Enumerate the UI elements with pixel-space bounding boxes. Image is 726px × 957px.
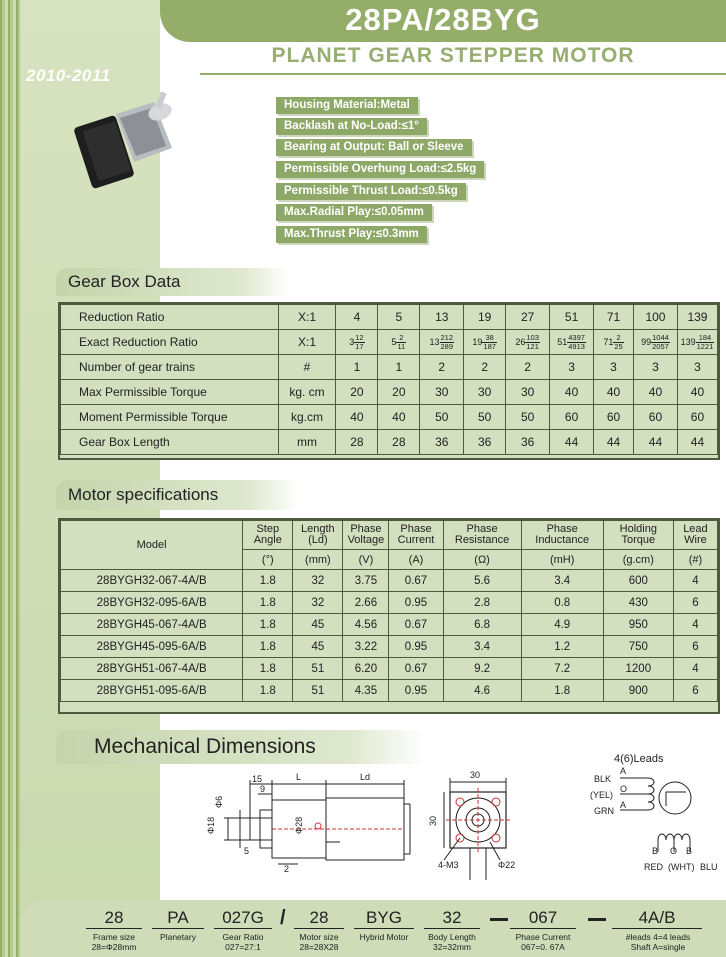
gearbox-cell: 40 [594, 380, 634, 405]
gearbox-cell: 44 [550, 430, 594, 455]
motor-column-unit: (#) [673, 550, 717, 570]
feature-overhung-load: Permissible Overhung Load:≤2.5kg [276, 161, 484, 178]
motor-cell: 4.6 [443, 680, 521, 702]
desc-planetary: Planetary [160, 932, 196, 942]
gearbox-cell: 36 [506, 430, 550, 455]
mechanical-drawing [200, 753, 720, 896]
fraction-denominator: 4913 [568, 341, 585, 351]
gearbox-cell: 30 [420, 380, 464, 405]
motor-cell: 32 [293, 592, 343, 614]
gearbox-cell: 2 [420, 355, 464, 380]
motor-table-frame [58, 518, 720, 714]
exact-ratio-fraction [696, 334, 715, 351]
code-planetary: PA [152, 908, 204, 929]
motor-model: 28BYGH51-067-4A/B [61, 658, 243, 680]
gearbox-cell: 3 [677, 355, 717, 380]
gearbox-cell: 5 [378, 305, 420, 330]
fraction-numerator: 103 [526, 332, 539, 342]
gearbox-cell: 51 [550, 305, 594, 330]
desc-motor-size: Motor size 28=28X28 [299, 932, 339, 952]
gearbox-row-label: Reduction Ratio [61, 305, 279, 330]
fraction-numerator: 2 [613, 334, 623, 343]
motor-cell: 4 [673, 614, 717, 636]
gearbox-row-unit: X:1 [278, 330, 336, 355]
exact-ratio-whole: 3 [349, 336, 355, 347]
model-header: Model [61, 521, 243, 570]
motor-product-image [76, 86, 186, 198]
wire-b: B [652, 846, 659, 856]
wire-bbar: B [686, 846, 693, 856]
motor-spec-table [60, 520, 718, 702]
motor-column-unit: (V) [343, 550, 389, 570]
motor-column-header: Phase Current [389, 521, 443, 550]
dim-phi28: Φ28 [294, 816, 304, 834]
desc-gear-ratio: Gear Ratio 027=27:1 [222, 932, 264, 952]
fraction-numerator: 2 [396, 334, 406, 343]
code-body-length: 32 [424, 908, 480, 929]
motor-model: 28BYGH32-067-4A/B [61, 570, 243, 592]
gearbox-cell: 44 [594, 430, 634, 455]
motor-cell: 0.95 [389, 592, 443, 614]
motor-row [61, 570, 718, 592]
dim-phi22: Φ22 [498, 860, 516, 870]
exact-ratio-fraction [482, 334, 497, 351]
gearbox-cell: 1 [378, 355, 420, 380]
wire-red: RED [644, 862, 664, 872]
desc-body-length: Body Length 32=32mm [428, 932, 476, 952]
gearbox-cell: 3 [594, 355, 634, 380]
gearbox-row-label: Number of gear trains [61, 355, 279, 380]
dim-phi18: Φ18 [206, 816, 216, 834]
year-label: 2010-2011 [26, 66, 111, 85]
gearbox-cell: 60 [594, 405, 634, 430]
code-motor-size: 28 [294, 908, 344, 929]
gearbox-cell: 40 [550, 380, 594, 405]
dim-15: 15 [252, 774, 263, 784]
fraction-denominator: 25 [614, 341, 623, 351]
gearbox-cell [378, 330, 420, 355]
motor-cell: 3.4 [443, 636, 521, 658]
motor-cell: 1.2 [521, 636, 603, 658]
gearbox-row [61, 380, 718, 405]
code-phase-current: 067 [510, 908, 576, 929]
gearbox-table-frame [58, 302, 720, 460]
gearbox-cell [594, 330, 634, 355]
gearbox-cell [633, 330, 677, 355]
motor-cell: 900 [603, 680, 673, 702]
motor-cell: 4 [673, 658, 717, 680]
exact-ratio-whole: 5 [391, 336, 397, 347]
motor-cell: 1.8 [243, 680, 293, 702]
motor-cell: 45 [293, 614, 343, 636]
motor-cell: 0.67 [389, 570, 443, 592]
motor-cell: 4 [673, 570, 717, 592]
gearbox-cell: 20 [336, 380, 378, 405]
gearbox-cell: 28 [378, 430, 420, 455]
exact-ratio-fraction [567, 334, 586, 351]
motor-column-header: Step Angle [243, 521, 293, 550]
motor-column-unit: (°) [243, 550, 293, 570]
feature-backlash: Backlash at No-Load:≤1° [276, 118, 427, 135]
motor-cell: 950 [603, 614, 673, 636]
gearbox-row-unit: kg. cm [278, 380, 336, 405]
exact-ratio-whole: 139 [680, 336, 696, 347]
fraction-denominator: 121 [526, 341, 539, 351]
motor-cell: 1.8 [243, 570, 293, 592]
motor-column-unit: (A) [389, 550, 443, 570]
motor-model: 28BYGH45-095-6A/B [61, 636, 243, 658]
gearbox-cell: 30 [464, 380, 506, 405]
motor-cell: 430 [603, 592, 673, 614]
exact-ratio-fraction [613, 334, 623, 351]
gearbox-cell: 19 [464, 305, 506, 330]
gearbox-cell [550, 330, 594, 355]
motor-cell: 1.8 [243, 658, 293, 680]
motor-cell: 2.8 [443, 592, 521, 614]
dim-30-top: 30 [470, 770, 481, 780]
gearbox-cell: 3 [633, 355, 677, 380]
gearbox-cell: 20 [378, 380, 420, 405]
fraction-denominator: 11 [397, 341, 406, 351]
wire-ob: O [670, 846, 678, 856]
motor-cell: 1200 [603, 658, 673, 680]
exact-ratio-whole: 99 [641, 336, 652, 347]
motor-cell: 51 [293, 680, 343, 702]
wire-grn: GRN [594, 806, 614, 816]
motor-cell: 6.8 [443, 614, 521, 636]
section-title-motor: Motor specifications [56, 480, 298, 510]
motor-cell: 51 [293, 658, 343, 680]
dim-phi6: Φ6 [214, 795, 224, 808]
motor-column-header: Length (Ld) [293, 521, 343, 550]
exact-ratio-fraction [651, 334, 670, 351]
gearbox-cell [677, 330, 717, 355]
desc-phase-current: Phase Current 067=0. 67A [515, 932, 571, 952]
exact-ratio-whole: 26 [515, 336, 526, 347]
gearbox-cell: 13 [420, 305, 464, 330]
motor-cell: 2.66 [343, 592, 389, 614]
motor-cell: 0.67 [389, 658, 443, 680]
feature-thrust-load: Permissible Thrust Load:≤0.5kg [276, 183, 466, 200]
motor-row [61, 614, 718, 636]
dim-L: L [296, 772, 302, 782]
gearbox-cell: 139 [677, 305, 717, 330]
wire-blu: BLU [700, 862, 718, 872]
gearbox-table [60, 304, 718, 455]
motor-cell: 0.67 [389, 614, 443, 636]
code-dash-1 [490, 918, 508, 921]
dim-2: 2 [284, 864, 290, 874]
fraction-denominator: 187 [483, 341, 496, 351]
motor-cell: 32 [293, 570, 343, 592]
gearbox-cell: 50 [464, 405, 506, 430]
gearbox-cell: 4 [336, 305, 378, 330]
gearbox-cell: 36 [464, 430, 506, 455]
motor-cell: 1.8 [243, 592, 293, 614]
exact-ratio-fraction [396, 334, 406, 351]
dim-30-side: 30 [428, 815, 438, 826]
motor-cell: 750 [603, 636, 673, 658]
gearbox-cell: 44 [633, 430, 677, 455]
gearbox-row [61, 405, 718, 430]
motor-cell: 1.8 [521, 680, 603, 702]
fraction-denominator: 2057 [652, 341, 669, 351]
gearbox-row-label: Gear Box Length [61, 430, 279, 455]
gearbox-cell [336, 330, 378, 355]
fraction-denominator: 1221 [696, 341, 714, 351]
motor-cell: 0.95 [389, 680, 443, 702]
section-title-gearbox: Gear Box Data [56, 268, 288, 296]
gearbox-row [61, 330, 718, 355]
motor-cell: 7.2 [521, 658, 603, 680]
feature-radial-play: Max.Radial Play:≤0.05mm [276, 204, 432, 221]
wire-o: O [620, 784, 628, 794]
gearbox-cell: 60 [677, 405, 717, 430]
gearbox-row-unit: kg.cm [278, 405, 336, 430]
motor-cell: 6 [673, 636, 717, 658]
fraction-numerator: 1044 [652, 332, 669, 342]
motor-cell: 5.6 [443, 570, 521, 592]
motor-cell: 3.75 [343, 570, 389, 592]
fraction-numerator: 12 [355, 332, 364, 342]
motor-cell: 9.2 [443, 658, 521, 680]
dim-5: 5 [244, 846, 250, 856]
motor-cell: 1.8 [243, 636, 293, 658]
gearbox-cell: 40 [677, 380, 717, 405]
gearbox-row-unit: mm [278, 430, 336, 455]
motor-column-unit: (Ω) [443, 550, 521, 570]
gearbox-row-label: Moment Permissible Torque [61, 405, 279, 430]
exact-ratio-whole: 19 [472, 336, 483, 347]
fraction-denominator: 289 [440, 341, 454, 351]
dim-Ld: Ld [360, 772, 371, 782]
motor-cell: 45 [293, 636, 343, 658]
motor-cell: 0.95 [389, 636, 443, 658]
page-subtitle: PLANET GEAR STEPPER MOTOR [271, 44, 635, 67]
desc-frame-size: Frame size 28=Φ28mm [91, 932, 137, 952]
fraction-numerator: 4397 [568, 332, 585, 342]
motor-cell: 6 [673, 592, 717, 614]
gearbox-cell: 36 [420, 430, 464, 455]
motor-cell: 4.56 [343, 614, 389, 636]
dim-9: 9 [260, 784, 266, 794]
gearbox-cell: 71 [594, 305, 634, 330]
gearbox-cell [420, 330, 464, 355]
feature-housing: Housing Material:Metal [276, 97, 418, 114]
motor-column-unit: (mm) [293, 550, 343, 570]
gearbox-cell: 40 [336, 405, 378, 430]
subtitle-divider [200, 73, 726, 75]
desc-hybrid-motor: Hybrid Motor [359, 932, 409, 942]
gearbox-row-unit: X:1 [278, 305, 336, 330]
motor-column-header: Phase Inductance [521, 521, 603, 550]
gearbox-cell [464, 330, 506, 355]
dim-4-m3: 4-M3 [438, 860, 459, 870]
gearbox-cell: 40 [633, 380, 677, 405]
motor-cell: 0.8 [521, 592, 603, 614]
gearbox-row-label: Max Permissible Torque [61, 380, 279, 405]
feature-thrust-play: Max.Thrust Play:≤0.3mm [276, 226, 427, 243]
feature-bearing: Bearing at Output: Ball or Sleeve [276, 139, 472, 156]
wiring-title: 4(6)Leads [614, 753, 664, 765]
desc-leads: #leads 4=4 leads Shaft A=single [625, 932, 691, 952]
motor-cell: 3.4 [521, 570, 603, 592]
motor-model: 28BYGH51-095-6A/B [61, 680, 243, 702]
gearbox-row [61, 305, 718, 330]
motor-cell: 600 [603, 570, 673, 592]
code-separator: / [280, 907, 286, 929]
gearbox-row [61, 355, 718, 380]
section-title-mechanical: Mechanical Dimensions [56, 730, 424, 764]
motor-row [61, 592, 718, 614]
motor-cell: 6.20 [343, 658, 389, 680]
motor-cell: 4.9 [521, 614, 603, 636]
motor-column-unit: (mH) [521, 550, 603, 570]
wire-wht: (WHT) [668, 862, 695, 872]
gearbox-row [61, 430, 718, 455]
motor-row [61, 658, 718, 680]
motor-cell: 6 [673, 680, 717, 702]
gearbox-cell: 50 [506, 405, 550, 430]
motor-column-header: Phase Resistance [443, 521, 521, 550]
exact-ratio-whole: 51 [557, 336, 568, 347]
motor-header-row [61, 521, 718, 550]
page-title: 28PA/28BYG [345, 2, 541, 37]
gearbox-cell: 50 [420, 405, 464, 430]
fraction-denominator: 17 [355, 341, 364, 351]
exact-ratio-fraction [354, 334, 364, 351]
fraction-numerator: 212 [440, 332, 454, 342]
motor-column-header: Holding Torque [603, 521, 673, 550]
motor-cell: 4.35 [343, 680, 389, 702]
exact-ratio-whole: 13 [429, 336, 440, 347]
exact-ratio-fraction [525, 334, 540, 351]
gearbox-cell: 40 [378, 405, 420, 430]
left-decor-stripe [0, 0, 20, 957]
motor-column-header: Phase Voltage [343, 521, 389, 550]
wire-a: A [620, 766, 627, 776]
motor-model: 28BYGH32-095-6A/B [61, 592, 243, 614]
gearbox-cell: 2 [506, 355, 550, 380]
motor-cell: 1.8 [243, 614, 293, 636]
wire-blk: BLK [594, 774, 612, 784]
motor-row [61, 680, 718, 702]
motor-column-header: Lead Wire [673, 521, 717, 550]
gearbox-cell [506, 330, 550, 355]
gearbox-cell: 1 [336, 355, 378, 380]
gearbox-cell: 100 [633, 305, 677, 330]
code-frame-size: 28 [86, 908, 142, 929]
motor-cell: 3.22 [343, 636, 389, 658]
motor-column-unit: (g.cm) [603, 550, 673, 570]
code-dash-2 [588, 918, 606, 921]
gearbox-cell: 28 [336, 430, 378, 455]
shaft-outline [250, 818, 272, 840]
fraction-numerator: 184 [696, 334, 715, 343]
gearbox-cell: 60 [633, 405, 677, 430]
gearbox-cell: 60 [550, 405, 594, 430]
code-leads: 4A/B [612, 908, 702, 929]
gearbox-cell: 3 [550, 355, 594, 380]
fraction-numerator: 38 [482, 334, 497, 343]
gearbox-cell: 44 [677, 430, 717, 455]
gearbox-cell: 2 [464, 355, 506, 380]
wire-abar: A [620, 800, 627, 810]
gearbox-cell: 30 [506, 380, 550, 405]
code-hybrid-motor: BYG [354, 908, 414, 929]
code-gear-ratio: 027G [214, 908, 272, 929]
wire-yel: (YEL) [590, 790, 614, 800]
gearbox-row-unit: # [278, 355, 336, 380]
motor-model: 28BYGH45-067-4A/B [61, 614, 243, 636]
gearbox-row-label: Exact Reduction Ratio [61, 330, 279, 355]
gearbox-cell: 27 [506, 305, 550, 330]
motor-row [61, 636, 718, 658]
exact-ratio-fraction [440, 334, 455, 351]
exact-ratio-whole: 71 [603, 336, 614, 347]
